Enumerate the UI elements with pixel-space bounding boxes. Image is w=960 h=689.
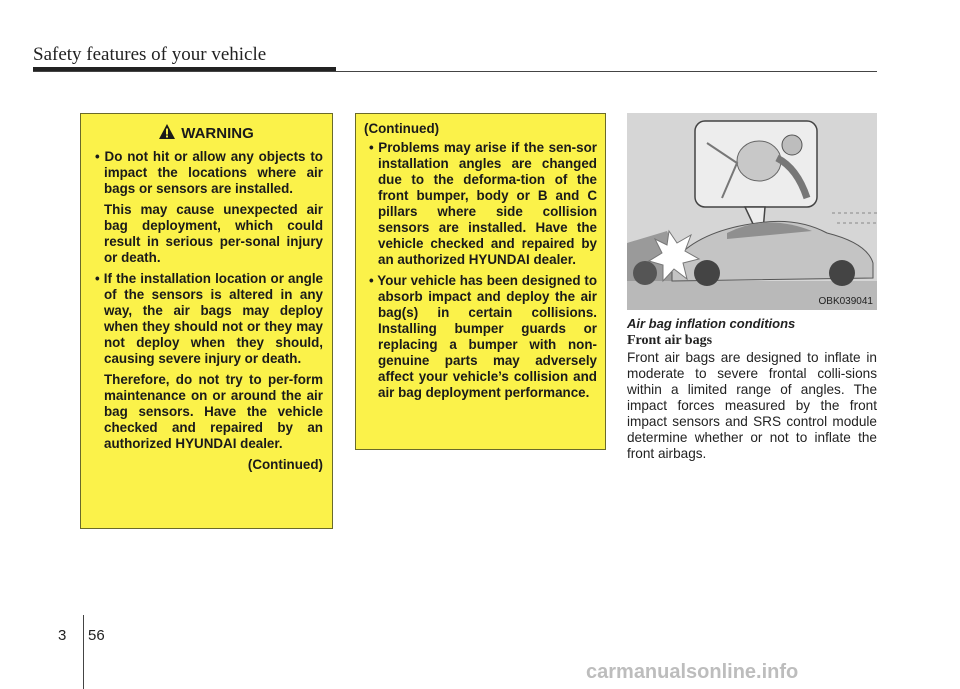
- continued-bullet-2: • Your vehicle has been designed to absorb impact and deploy the air bag(s) in certain collisions. Installing bumper guards or replacing a bumper with non-genuine parts may adversely affect your vehicle’s collision and air bag deployment performance.: [369, 273, 597, 400]
- warning-bullet-2: • If the installation location or angle of the sensors is altered in any way, the air bags may deploy when they should not or they may not deploy when they should, causing severe injury or death.: [95, 271, 323, 366]
- crash-illustration-icon: [627, 113, 877, 310]
- footer-rule: [83, 615, 84, 689]
- warning-box: [80, 113, 333, 529]
- page-chapter-number: 3: [58, 627, 67, 644]
- continued-bullet-1-text: Problems may arise if the sen-sor installation angles are changed due to the deforma-tion of the front bumper, body or B and C pillars where side collision sensors are installed. Have the vehicle checked and repaired by an authorized HYUNDAI dealer.: [378, 140, 597, 267]
- header-rule-thin: [33, 71, 877, 72]
- warning-heading-text: WARNING: [181, 125, 254, 142]
- warning-bullet-2-text: If the installation location or angle of the sensors is altered in any way, the air bags may deploy when they should not or they may not deploy when they should, causing severe injury or death.: [103, 271, 323, 366]
- warning-heading: [90, 124, 323, 143]
- continued-box: [355, 113, 606, 450]
- section-subhead: Front air bags: [627, 333, 713, 348]
- warning-bullet-1: • Do not hit or allow any objects to impact the locations where air bags or sensors are installed.: [95, 149, 323, 196]
- warning-triangle-icon: [159, 124, 175, 143]
- continued-heading: (Continued): [364, 121, 440, 136]
- figure-code: OBK039041: [818, 296, 873, 307]
- airbag-illustration: [627, 113, 877, 310]
- watermark: carmanualsonline.info: [586, 661, 799, 683]
- page-header-title: Safety features of your vehicle: [33, 44, 267, 65]
- section-body: Front air bags are designed to inflate in moderate to severe frontal colli-sions within a limited range of angles. The impact forces measured by the front impact sensors and SRS control module determine whether or not to inflate the front airbags.: [627, 350, 877, 461]
- continued-bullet-2-text: Your vehicle has been designed to absorb impact and deploy the air bag(s) in certain collisions. Installing bumper guards or replacing a bumper with non-genuine parts may adversely affect your vehicle’s collision and air bag deployment performance.: [377, 273, 597, 400]
- warning-continued-label: (Continued): [247, 457, 323, 472]
- continued-bullet-1: • Problems may arise if the sen-sor installation angles are changed due to the deforma-tion of the front bumper, body or B and C pillars where side collision sensors are installed. Have the vehicle checked and repaired by an authorized HYUNDAI dealer.: [369, 140, 597, 267]
- figure-caption: Air bag inflation conditions: [627, 316, 796, 331]
- warning-bullet-1-text: Do not hit or allow any objects to impact the locations where air bags or sensors are installed.: [104, 149, 323, 196]
- page-number: 56: [88, 627, 105, 644]
- warning-para-1: This may cause unexpected air bag deployment, which could result in serious per-sonal injury or death.: [104, 202, 323, 265]
- warning-para-2: Therefore, do not try to per-form maintenance on or around the air bag sensors. Have the vehicle checked and repaired by an authorized HYUNDAI dealer.: [104, 372, 323, 451]
